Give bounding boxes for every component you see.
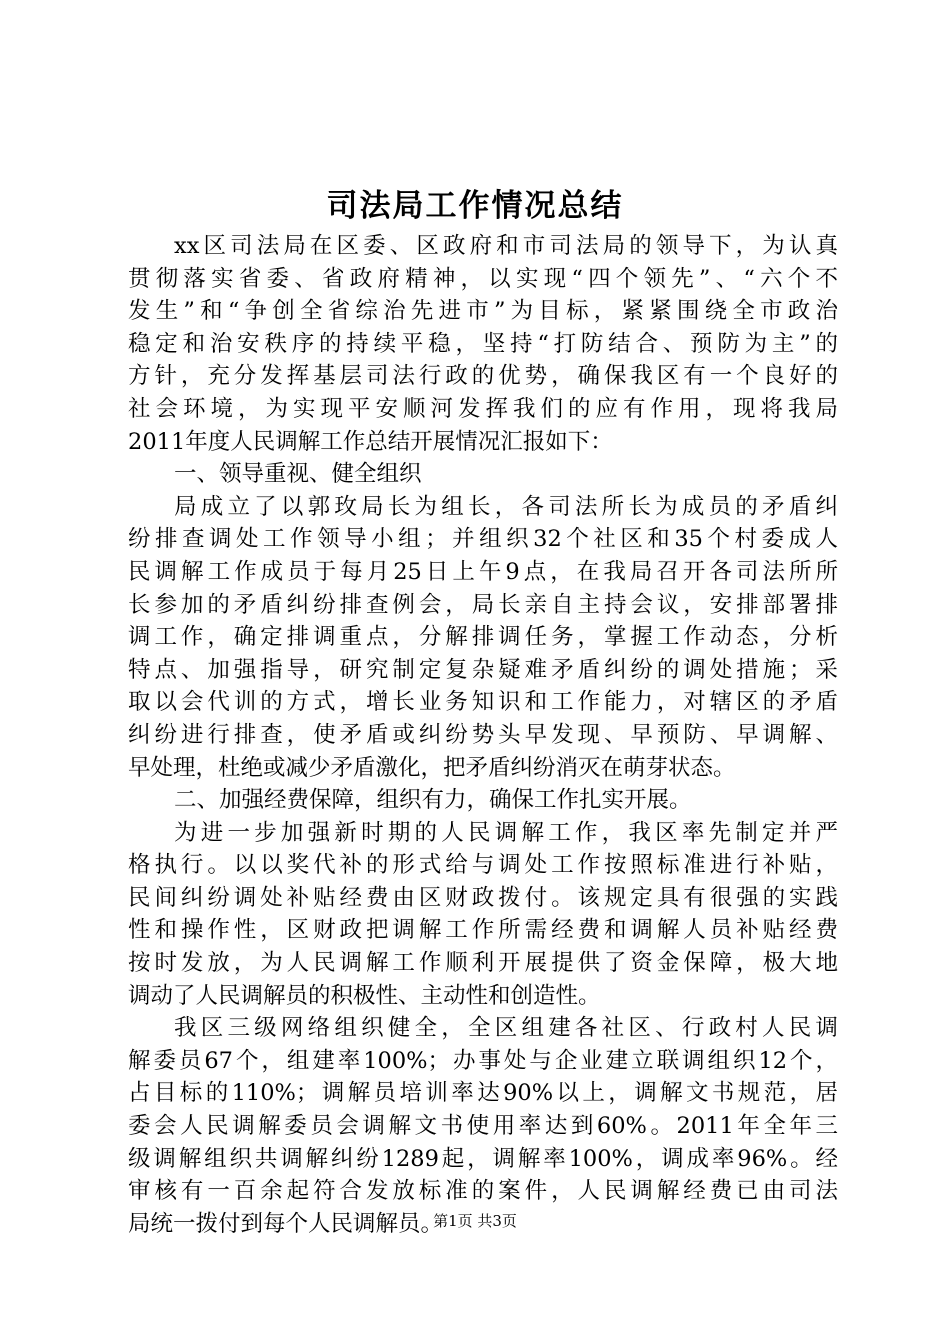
text-line: 委会人民调解委员会调解文书使用率达到60%。2011年全年三 xyxy=(128,1113,838,1140)
text-line: 纠纷进行排查，使矛盾或纠纷势头早发现、早预防、早调解、 xyxy=(128,721,838,748)
text-line: 按时发放，为人民调解工作顺利开展提供了资金保障，极大地 xyxy=(128,950,838,977)
text-line: 民间纠纷调处补贴经费由区财政拨付。该规定具有很强的实践 xyxy=(128,884,838,911)
text-line: 解委员67个，组建率100%；办事处与企业建立联调组织12个， xyxy=(128,1047,838,1074)
document-title: 司法局工作情况总结 xyxy=(326,188,624,224)
document-body xyxy=(128,230,838,1240)
text-line: 性和操作性，区财政把调解工作所需经费和调解人员补贴经费 xyxy=(128,917,838,944)
text-line: xx区司法局在区委、区政府和市司法局的领导下，为认真 xyxy=(174,233,838,259)
text-line: 纷排查调处工作领导小组；并组织32个社区和35个村委成人 xyxy=(128,526,838,553)
text-line: 特点、加强指导，研究制定复杂疑难矛盾纠纷的调处措施；采 xyxy=(128,656,838,683)
text-line: 我区三级网络组织健全，全区组建各社区、行政村人民调 xyxy=(174,1015,838,1042)
page-footer: 第1页 共3页 xyxy=(433,1212,517,1230)
text-line: 民调解工作成员于每月25日上午9点，在我局召开各司法所所 xyxy=(128,558,838,585)
text-line: 调工作，确定排调重点，分解排调任务，掌握工作动态，分析 xyxy=(128,624,838,651)
text-line: 占目标的110%；调解员培训率达90%以上，调解文书规范，居 xyxy=(128,1080,838,1107)
text-line: 稳定和治安秩序的持续平稳，坚持“打防结合、预防为主”的 xyxy=(128,330,838,357)
text-line: 社会环境，为实现平安顺河发挥我们的应有作用，现将我局 xyxy=(128,395,838,422)
text-line: 2011年度人民调解工作总结开展情况汇报如下： xyxy=(128,428,613,455)
text-line: 调动了人民调解员的积极性、主动性和创造性。 xyxy=(128,982,601,1009)
text-line: 局成立了以郭玫局长为组长，各司法所长为成员的矛盾纠 xyxy=(174,493,838,520)
text-line: 发生”和“争创全省综治先进市”为目标，紧紧围绕全市政治 xyxy=(128,298,838,325)
text-line: 二、加强经费保障，组织有力，确保工作扎实开展。 xyxy=(174,787,692,814)
text-line: 为进一步加强新时期的人民调解工作，我区率先制定并严 xyxy=(174,819,838,846)
text-line: 取以会代训的方式，增长业务知识和工作能力，对辖区的矛盾 xyxy=(128,689,838,716)
text-line: 级调解组织共调解纠纷1289起，调解率100%，调成率96%。经 xyxy=(128,1145,838,1172)
text-line: 贯彻落实省委、省政府精神，以实现“四个领先”、“六个不 xyxy=(128,265,838,292)
text-line: 一、领导重视、健全组织 xyxy=(174,461,422,488)
text-line: 格执行。以以奖代补的形式给与调处工作按照标准进行补贴， xyxy=(128,852,838,879)
text-line: 长参加的矛盾纠纷排查例会，局长亲自主持会议，安排部署排 xyxy=(128,591,838,618)
text-line: 早处理，杜绝或减少矛盾激化，把矛盾纠纷消灭在萌芽状态。 xyxy=(128,754,736,781)
text-line: 方针，充分发挥基层司法行政的优势，确保我区有一个良好的 xyxy=(128,363,838,390)
text-line: 局统一拨付到每个人民调解员。 xyxy=(128,1210,444,1237)
text-line: 审核有一百余起符合发放标准的案件，人民调解经费已由司法 xyxy=(128,1178,838,1205)
